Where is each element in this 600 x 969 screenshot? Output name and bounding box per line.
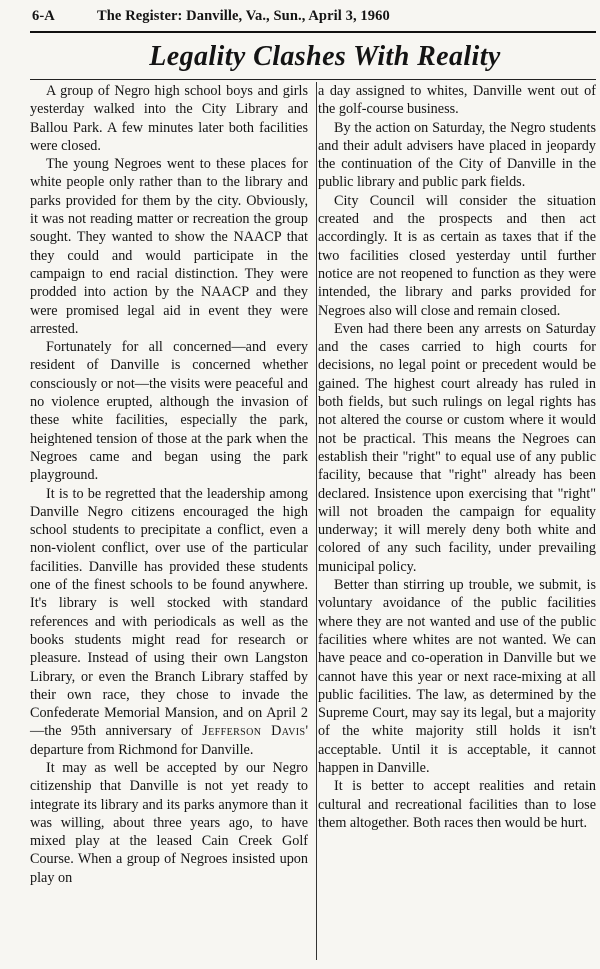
page-number: 6-A (32, 8, 55, 24)
folio-rule (30, 31, 596, 33)
page-folio (32, 8, 560, 30)
paragraph: By the action on Saturday, the Negro students and their adult advisers have placed in jeopardy the continuation of the City of Danville in the public library and public park fields. (318, 119, 596, 191)
paragraph: Even had there been any arrests on Saturday and the cases carried to high courts for decisions, no legal point or precedent would be gained. The highest court already has ruled in both fields, but such rulings on legal rights has not altered the course or custom where it would not be practical. This means the Negroes can establish their "right" to equal use of any public facility, because that "right" already has been declared. Insistence upon exercising that "right" will not broaden the campaign for equality underway; it will merely deny both white and colored of any such facility, under prevailing municipal policy. (318, 320, 596, 575)
paragraph: The young Negroes went to these places for white people only rather than to the library and parks provided for them by the city. Obviously, it was not reading matter or recreation the group sought. They wanted to show the NAACP that they could and would participate in the campaign to end racial distinction. They were prodded into action by the NAACP and they were promised legal aid in event they were arrested. (30, 156, 308, 337)
paragraph: Better than stirring up trouble, we submit, is voluntary avoidance of the public facilities where they are not wanted and use of the public facilities where whites are not wanted. We can have peace and co-operation in Danville but we cannot have this year or next race-mixing at all public facilities. The law, as determined by the Supreme Court, may say its legal, but a majority of the white majority still holds it isn't acceptable. Until it is acceptable, it cannot happen in Danville. (318, 577, 596, 776)
paragraph-continued: a day assigned to whites, Danville went out of the golf-course business. (318, 83, 596, 118)
paragraph: A group of Negro high school boys and girls yesterday walked into the City Library and Ballou Park. A few minutes later both facilities were closed. (30, 83, 308, 154)
right-column (318, 82, 596, 832)
headline: Legality Clashes With Reality (149, 41, 501, 72)
dateline: The Register: Danville, Va., Sun., April 3, 1960 (97, 8, 390, 24)
paragraph (30, 485, 308, 759)
paragraph-text: ' departure from Richmond for Danville. (30, 723, 308, 758)
paragraph: City Council will consider the situation created and the prospects and then act accordingly. It is as certain as taxes that if the two facilities closed yesterday until further notice are not reopened to function as they were intended, the library and parks provided for Negroes also will close and remain closed. (318, 192, 596, 319)
paragraph: It may as well be accepted by our Negro citizenship that Danville is not yet ready to integrate its library and its parks anymore than it was willing, about three years ago, to have mixed play at the leased Cain Creek Golf Course. When a group of Negroes insisted upon play on (30, 759, 308, 886)
headline-rule (30, 79, 596, 80)
column-divider (316, 82, 317, 960)
paragraph: It is better to accept realities and retain cultural and recreational facilities than to lose them altogether. Both races then would be hurt. (318, 778, 596, 831)
person-name: Jefferson Davis (202, 723, 306, 740)
left-column (30, 82, 308, 887)
paragraph: Fortunately for all concerned—and every resident of Danville is concerned whether consciously or not—the visits were peaceful and no violence erupted, although the invasion of these white facilities, especially the park, heightened tension of those at the park when the Negroes came and began using the park playground. (30, 339, 308, 484)
paragraph-text: It is to be regretted that the leadership among Danville Negro citizens encouraged the high school students to precipitate a conflict, even a non-violent conflict, over use of the particular facilities. Danville has provided these students one of the finest schools to be found anywhere. It's library is well stocked with standard references and with periodicals as well as the books students might read for research or pleasure. Instead of using their own Langston Library, or even the Branch Library staffed by their own race, they chose to invade the Confederate Memorial Mansion, and on April 2—the 95th anniversary of (30, 485, 308, 740)
